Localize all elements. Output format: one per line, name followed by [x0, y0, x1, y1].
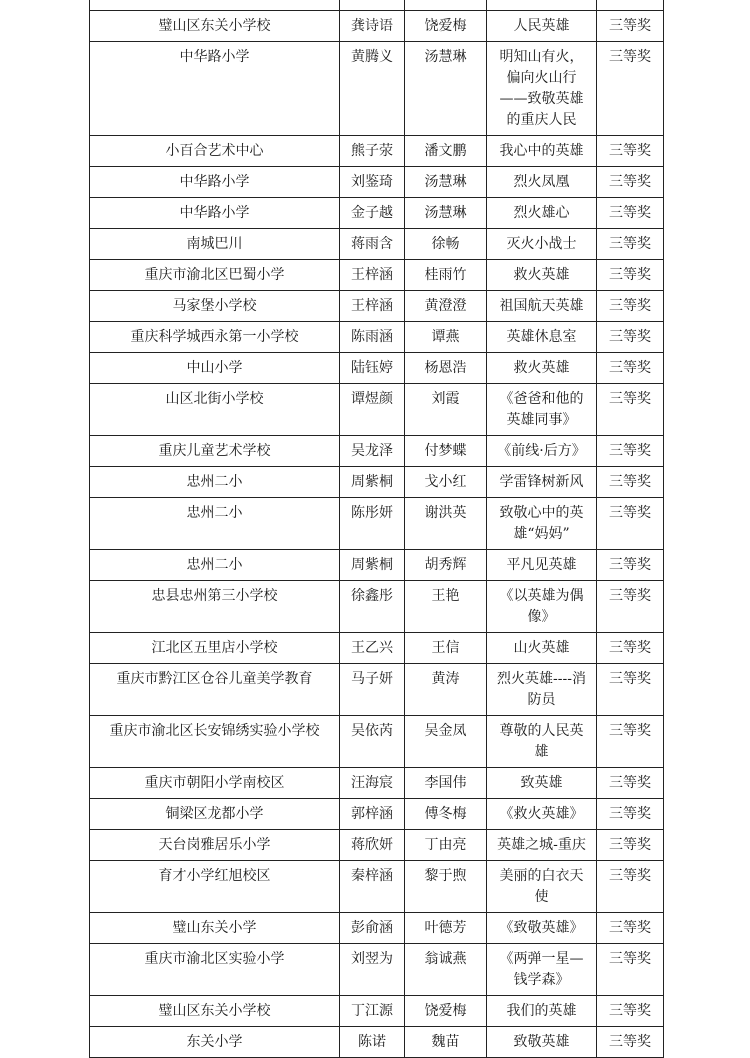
student-cell: 徐鑫彤: [340, 581, 405, 633]
student-cell: 吴依芮: [340, 716, 405, 768]
table-row: [90, 11, 664, 42]
student-cell: 吴龙泽: [340, 436, 405, 467]
student-cell: 刘翌为: [340, 944, 405, 996]
table-row: [90, 229, 664, 260]
student-cell: 秦梓涵: [340, 861, 405, 913]
teacher-cell: 魏苗: [405, 1027, 487, 1058]
award-cell: 三等奖: [597, 498, 664, 550]
award-cell: 三等奖: [597, 42, 664, 136]
work-title-cell: 烈火英雄----消防员: [487, 664, 597, 716]
award-cell: 三等奖: [597, 550, 664, 581]
teacher-cell: 汤慧琳: [405, 42, 487, 136]
school-cell: 江北区五里店小学校: [90, 633, 340, 664]
school-cell: 重庆市黔江区仓谷儿童美学教育: [90, 664, 340, 716]
school-cell: 南城巴川: [90, 229, 340, 260]
student-cell: 谭煜颜: [340, 384, 405, 436]
student-cell: 龚诗语: [340, 11, 405, 42]
student-cell: [340, 0, 405, 11]
table-row: [90, 322, 664, 353]
work-title-cell: 灭火小战士: [487, 229, 597, 260]
work-title-cell: 平凡见英雄: [487, 550, 597, 581]
work-title-cell: 祖国航天英雄: [487, 291, 597, 322]
work-title-cell: 人民英雄: [487, 11, 597, 42]
school-cell: 重庆市渝北区实验小学: [90, 944, 340, 996]
school-cell: 天台岗雅居乐小学: [90, 830, 340, 861]
work-title-cell: 尊敬的人民英雄: [487, 716, 597, 768]
award-cell: 三等奖: [597, 799, 664, 830]
table-row: [90, 664, 664, 716]
school-cell: 铜梁区龙都小学: [90, 799, 340, 830]
teacher-cell: 付梦蝶: [405, 436, 487, 467]
table-row: [90, 198, 664, 229]
work-title-cell: 救火英雄: [487, 353, 597, 384]
table-row: [90, 1027, 664, 1058]
teacher-cell: 黄澄澄: [405, 291, 487, 322]
work-title-cell: 致敬英雄: [487, 1027, 597, 1058]
table-row: [90, 944, 664, 996]
student-cell: 金子越: [340, 198, 405, 229]
student-cell: 陈诺: [340, 1027, 405, 1058]
work-title-cell: 《爸爸和他的英雄同事》: [487, 384, 597, 436]
award-cell: 三等奖: [597, 436, 664, 467]
school-cell: 育才小学红旭校区: [90, 861, 340, 913]
work-title-cell: 救火英雄: [487, 260, 597, 291]
teacher-cell: 吴金凤: [405, 716, 487, 768]
teacher-cell: 王信: [405, 633, 487, 664]
school-cell: 东关小学: [90, 1027, 340, 1058]
table-row: [90, 353, 664, 384]
award-cell: 三等奖: [597, 944, 664, 996]
student-cell: 汪海宸: [340, 768, 405, 799]
award-cell: 三等奖: [597, 768, 664, 799]
work-title-cell: 我心中的英雄: [487, 136, 597, 167]
table-row: [90, 436, 664, 467]
teacher-cell: 汤慧琳: [405, 167, 487, 198]
work-title-cell: 英雄之城-重庆: [487, 830, 597, 861]
work-title-cell: [487, 0, 597, 11]
table-row: [90, 799, 664, 830]
work-title-cell: 英雄休息室: [487, 322, 597, 353]
school-cell: 璧山区东关小学校: [90, 11, 340, 42]
award-cell: 三等奖: [597, 467, 664, 498]
award-cell: [597, 0, 664, 11]
teacher-cell: 汤慧琳: [405, 198, 487, 229]
teacher-cell: 桂雨竹: [405, 260, 487, 291]
table-row: [90, 467, 664, 498]
table-row: [90, 768, 664, 799]
student-cell: 丁江源: [340, 996, 405, 1027]
award-cell: 三等奖: [597, 633, 664, 664]
student-cell: 王乙兴: [340, 633, 405, 664]
table-row: [90, 716, 664, 768]
table-row: [90, 0, 664, 11]
teacher-cell: 戈小红: [405, 467, 487, 498]
school-cell: 重庆科学城西永第一小学校: [90, 322, 340, 353]
work-title-cell: 烈火凤凰: [487, 167, 597, 198]
work-title-cell: 我们的英雄: [487, 996, 597, 1027]
school-cell: 小百合艺术中心: [90, 136, 340, 167]
school-cell: 重庆市渝北区长安锦绣实验小学校: [90, 716, 340, 768]
student-cell: 周紫桐: [340, 467, 405, 498]
table-row: [90, 167, 664, 198]
work-title-cell: 山火英雄: [487, 633, 597, 664]
award-cell: 三等奖: [597, 1027, 664, 1058]
work-title-cell: 烈火雄心: [487, 198, 597, 229]
award-cell: 三等奖: [597, 167, 664, 198]
school-cell: 璧山东关小学: [90, 913, 340, 944]
award-cell: 三等奖: [597, 291, 664, 322]
table-row: [90, 861, 664, 913]
school-cell: 忠州二小: [90, 498, 340, 550]
teacher-cell: 黎于煦: [405, 861, 487, 913]
teacher-cell: [405, 0, 487, 11]
award-cell: 三等奖: [597, 229, 664, 260]
award-cell: 三等奖: [597, 322, 664, 353]
school-cell: 忠州二小: [90, 550, 340, 581]
student-cell: 熊子荥: [340, 136, 405, 167]
student-cell: 王梓涵: [340, 260, 405, 291]
work-title-cell: 《前线·后方》: [487, 436, 597, 467]
student-cell: 王梓涵: [340, 291, 405, 322]
award-cell: 三等奖: [597, 861, 664, 913]
table-row: [90, 830, 664, 861]
student-cell: 陈雨涵: [340, 322, 405, 353]
table-row: [90, 260, 664, 291]
teacher-cell: 傅冬梅: [405, 799, 487, 830]
work-title-cell: 《致敬英雄》: [487, 913, 597, 944]
school-cell: 中山小学: [90, 353, 340, 384]
student-cell: 陆钰婷: [340, 353, 405, 384]
teacher-cell: 潘文鹏: [405, 136, 487, 167]
table-row: [90, 384, 664, 436]
table-body: [90, 0, 664, 1058]
school-cell: 璧山区东关小学校: [90, 996, 340, 1027]
award-cell: 三等奖: [597, 384, 664, 436]
school-cell: 重庆市朝阳小学南校区: [90, 768, 340, 799]
student-cell: 陈彤妍: [340, 498, 405, 550]
table-row: [90, 913, 664, 944]
awards-table: [89, 0, 664, 1058]
award-cell: 三等奖: [597, 830, 664, 861]
work-title-cell: 致敬心中的英雄“妈妈”: [487, 498, 597, 550]
teacher-cell: 翁诚燕: [405, 944, 487, 996]
teacher-cell: 饶爱梅: [405, 11, 487, 42]
work-title-cell: 致英雄: [487, 768, 597, 799]
school-cell: 中华路小学: [90, 198, 340, 229]
student-cell: 马子妍: [340, 664, 405, 716]
school-cell: [90, 0, 340, 11]
school-cell: 中华路小学: [90, 167, 340, 198]
teacher-cell: 黄涛: [405, 664, 487, 716]
award-cell: 三等奖: [597, 996, 664, 1027]
teacher-cell: 杨恩浩: [405, 353, 487, 384]
award-cell: 三等奖: [597, 716, 664, 768]
work-title-cell: 美丽的白衣天使: [487, 861, 597, 913]
award-cell: 三等奖: [597, 664, 664, 716]
school-cell: 重庆儿童艺术学校: [90, 436, 340, 467]
teacher-cell: 徐畅: [405, 229, 487, 260]
work-title-cell: 《救火英雄》: [487, 799, 597, 830]
award-cell: 三等奖: [597, 136, 664, 167]
work-title-cell: 《两弹一星—钱学森》: [487, 944, 597, 996]
award-cell: 三等奖: [597, 913, 664, 944]
student-cell: 刘鉴琦: [340, 167, 405, 198]
table-row: [90, 633, 664, 664]
table-row: [90, 291, 664, 322]
award-cell: 三等奖: [597, 11, 664, 42]
work-title-cell: 学雷锋树新风: [487, 467, 597, 498]
school-cell: 忠州二小: [90, 467, 340, 498]
table-row: [90, 498, 664, 550]
teacher-cell: 李国伟: [405, 768, 487, 799]
student-cell: 郭梓涵: [340, 799, 405, 830]
teacher-cell: 谭燕: [405, 322, 487, 353]
award-cell: 三等奖: [597, 260, 664, 291]
award-cell: 三等奖: [597, 353, 664, 384]
table-row: [90, 550, 664, 581]
student-cell: 周紫桐: [340, 550, 405, 581]
school-cell: 山区北街小学校: [90, 384, 340, 436]
teacher-cell: 胡秀辉: [405, 550, 487, 581]
school-cell: 重庆市渝北区巴蜀小学: [90, 260, 340, 291]
school-cell: 马家堡小学校: [90, 291, 340, 322]
table-row: [90, 996, 664, 1027]
student-cell: 蒋雨含: [340, 229, 405, 260]
teacher-cell: 刘霞: [405, 384, 487, 436]
award-cell: 三等奖: [597, 581, 664, 633]
table-row: [90, 581, 664, 633]
school-cell: 中华路小学: [90, 42, 340, 136]
teacher-cell: 谢洪英: [405, 498, 487, 550]
teacher-cell: 饶爱梅: [405, 996, 487, 1027]
teacher-cell: 王艳: [405, 581, 487, 633]
student-cell: 蒋欣妍: [340, 830, 405, 861]
student-cell: 彭俞涵: [340, 913, 405, 944]
teacher-cell: 丁由亮: [405, 830, 487, 861]
work-title-cell: 《以英雄为偶像》: [487, 581, 597, 633]
student-cell: 黄腾义: [340, 42, 405, 136]
table-row: [90, 136, 664, 167]
teacher-cell: 叶德芳: [405, 913, 487, 944]
award-cell: 三等奖: [597, 198, 664, 229]
work-title-cell: 明知山有火，偏向火山行——致敬英雄的重庆人民: [487, 42, 597, 136]
school-cell: 忠县忠州第三小学校: [90, 581, 340, 633]
table-row: [90, 42, 664, 136]
